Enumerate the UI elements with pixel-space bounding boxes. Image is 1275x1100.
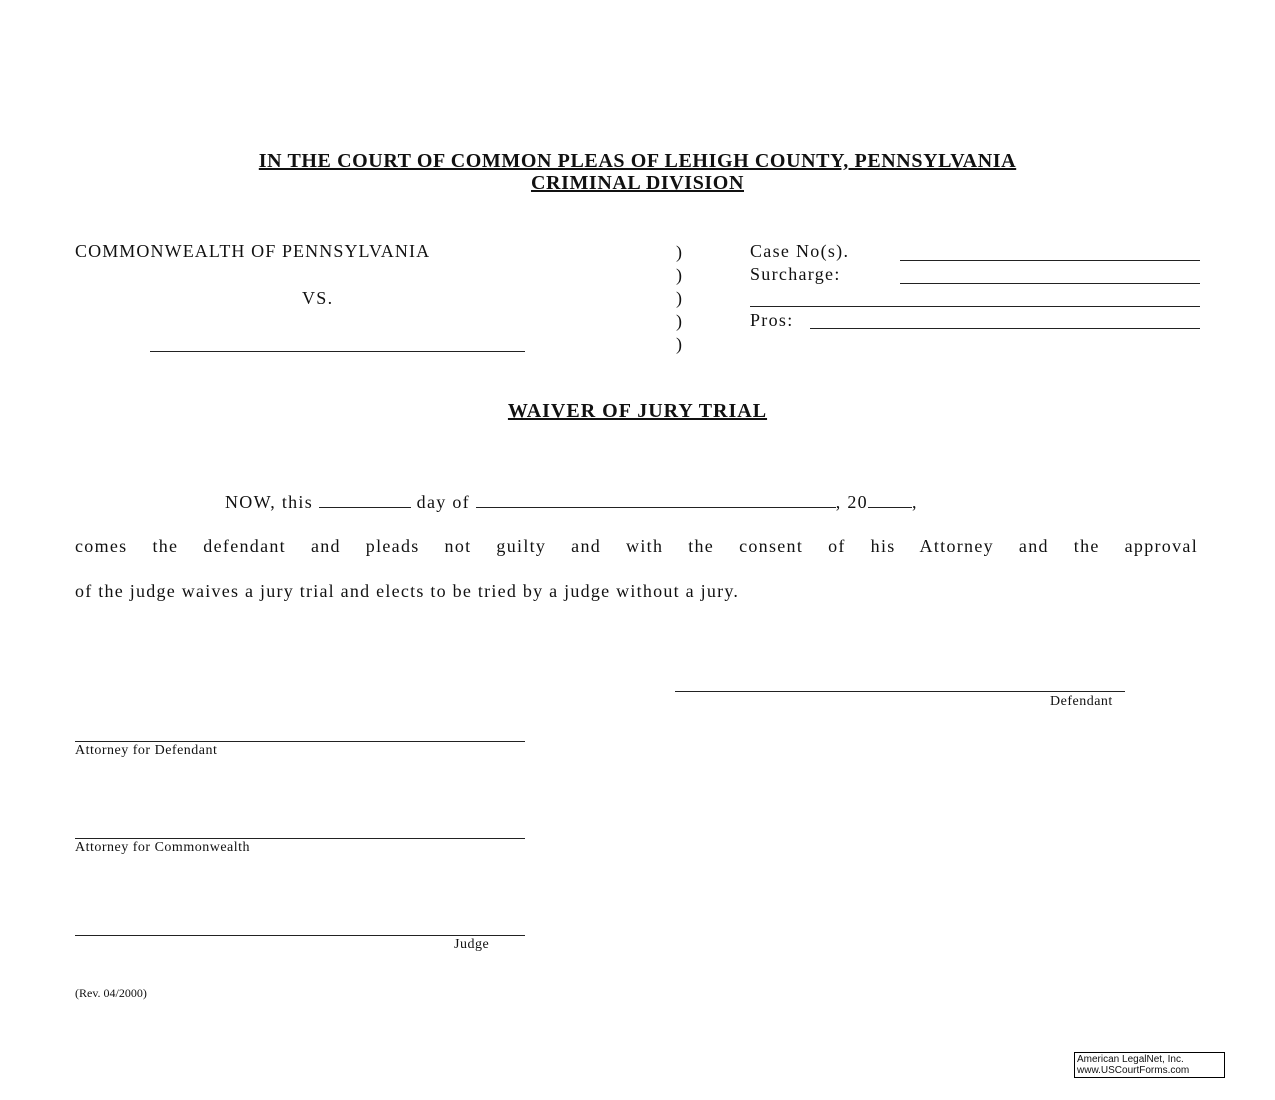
now-text: NOW, this [225,492,314,512]
division-heading: CRIMINAL DIVISION [530,172,744,194]
surcharge-label: Surcharge: [750,264,841,284]
comma: , [911,492,918,512]
attorney-commonwealth-label: Attorney for Commonwealth [75,840,251,855]
judge-label: Judge [454,937,490,952]
defendant-signature-line[interactable] [675,691,1125,692]
vs-label: VS. [302,288,334,308]
plaintiff-name: COMMONWEALTH OF PENNSYLVANIA [75,241,431,261]
pros-label: Pros: [750,310,794,330]
day-field[interactable] [319,491,411,508]
form-title: WAIVER OF JURY TRIAL [507,400,768,422]
month-field[interactable] [476,491,836,508]
brand-box [1074,1052,1225,1078]
court-heading: IN THE COURT OF COMMON PLEAS OF LEHIGH COUNTY, PENNSYLVANIA [258,150,1017,172]
body-line-1: comes the defendant and pleads not guilty and with the consent of his Attorney and the approval [75,536,1198,556]
paren: ) [676,288,684,308]
extra-field[interactable] [750,306,1200,307]
attorney-defendant-signature-line[interactable] [75,741,525,742]
case-no-label: Case No(s). [750,241,850,261]
day-of-text: day of [416,492,470,512]
defendant-label: Defendant [1050,694,1113,709]
year-prefix: , 20 [835,492,868,512]
date-line [225,491,918,513]
revision-note: (Rev. 04/2000) [75,986,147,1000]
case-no-field[interactable] [900,260,1200,261]
year-field[interactable] [868,491,912,508]
surcharge-field[interactable] [900,283,1200,284]
brand-name: American LegalNet, Inc. [1077,1054,1184,1065]
brand-url: www.USCourtForms.com [1077,1065,1190,1076]
paren: ) [676,242,684,262]
attorney-commonwealth-signature-line[interactable] [75,838,525,839]
pros-field[interactable] [810,328,1200,329]
judge-signature-line[interactable] [75,935,525,936]
paren: ) [676,265,684,285]
body-line-2: of the judge waives a jury trial and elects to be tried by a judge without a jury. [75,581,740,601]
paren: ) [676,311,684,331]
attorney-defendant-label: Attorney for Defendant [75,743,218,758]
paren: ) [676,334,684,354]
defendant-name-line[interactable] [150,351,525,352]
